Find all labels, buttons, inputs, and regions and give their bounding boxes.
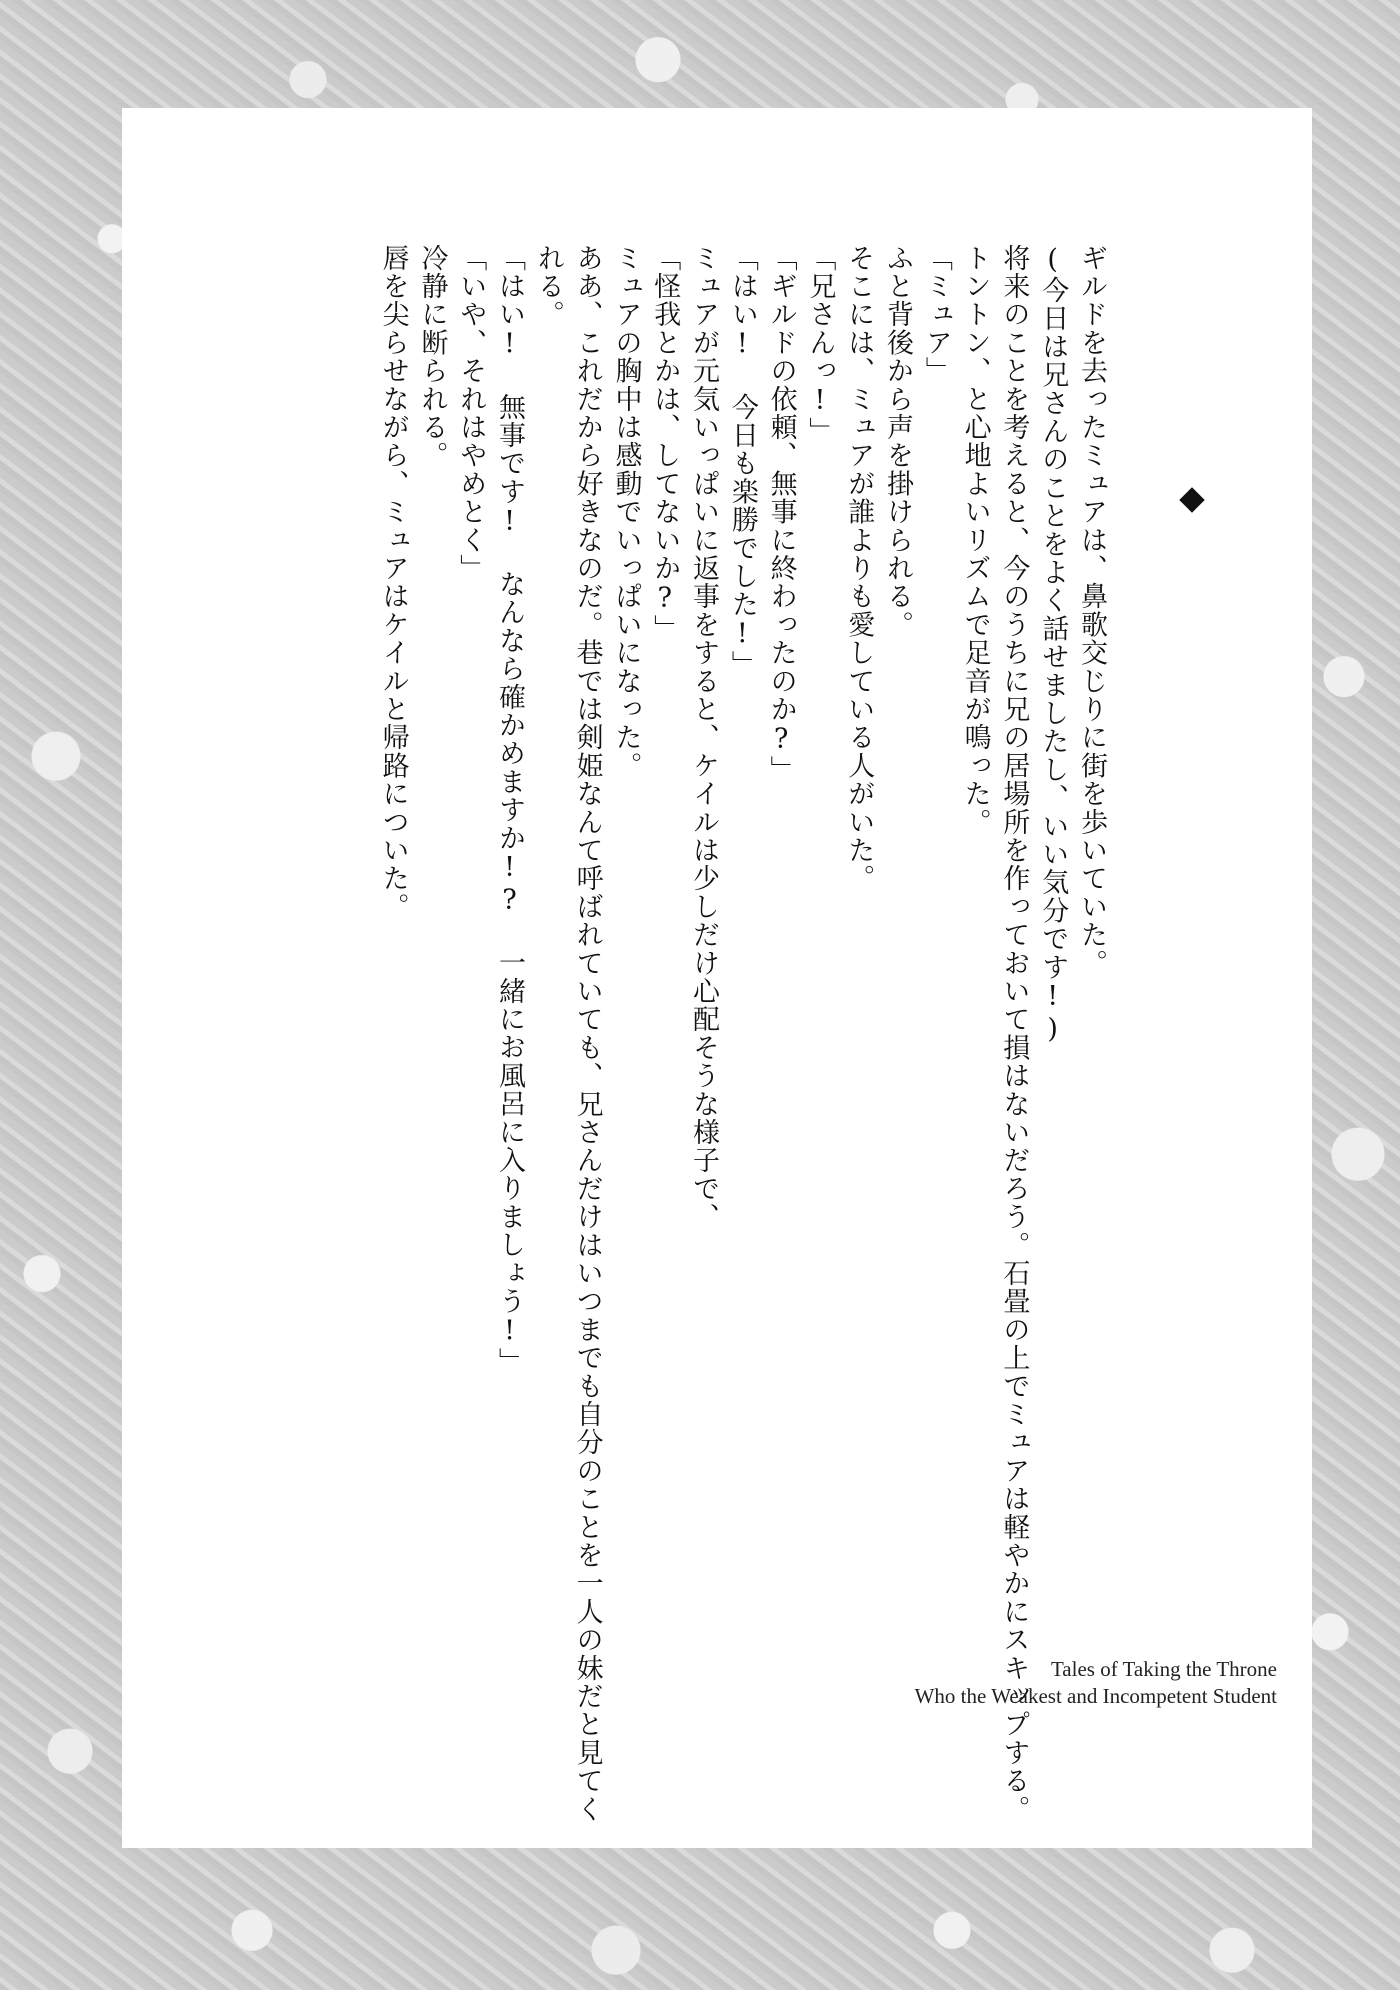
footer-title-line-1: Tales of Taking the Throne xyxy=(1050,1657,1277,1681)
text-line: 「いや、それはやめとく」 xyxy=(455,244,487,583)
text-line: 「怪我とかは、してないか?」 xyxy=(649,244,681,643)
text-line: (今日は兄さんのことをよく話せましたし、いい気分です!) xyxy=(1037,244,1069,1046)
text-line: ミュアの胸中は感動でいっぱいになった。 xyxy=(610,244,642,780)
text-line: れる。 xyxy=(532,244,564,329)
text-line: 「兄さんっ!」 xyxy=(804,244,836,446)
text-line: 「ミュア」 xyxy=(920,244,952,385)
text-line: ギルドを去ったミュアは、鼻歌交じりに街を歩いていた。 xyxy=(1076,244,1107,978)
text-line: トントン、と心地よいリズムで足音が鳴った。 xyxy=(959,244,991,837)
text-line: 「はい! 今日も楽勝でした!」 xyxy=(726,244,758,679)
text-line: そこには、ミュアが誰よりも愛している人がいた。 xyxy=(843,244,875,893)
text-line: ふと背後から声を掛けられる。 xyxy=(882,244,914,639)
text-line: 冷静に断られる。 xyxy=(416,244,448,470)
text-line: 「はい! 無事です! なんなら確かめますか!? 一緒にお風呂に入りましょう!」 xyxy=(494,244,526,1376)
text-line: 「ギルドの依頼、無事に終わったのか?」 xyxy=(765,244,797,784)
text-line: ミュアが元気いっぱいに返事をすると、ケイルは少しだけ心配そうな様子で、 xyxy=(688,244,720,1231)
footer-title-line-2: Who the Weakest and Incompetent Student xyxy=(914,1684,1277,1708)
text-line: 唇を尖らせながら、ミュアはケイルと帰路についた。 xyxy=(377,244,409,921)
text-line: 将来のことを考えると、今のうちに兄の居場所を作っておいて損はないだろう。石畳の上でミュアは軽やかにスキップする。 xyxy=(998,244,1030,1824)
text-line: ああ、これだから好きなのだ。巷では剣姫なんて呼ばれていても、兄さんだけはいつまでも自分のことを一人の妹だと見てく xyxy=(571,244,603,1824)
book-title-footer xyxy=(915,1656,1277,1710)
